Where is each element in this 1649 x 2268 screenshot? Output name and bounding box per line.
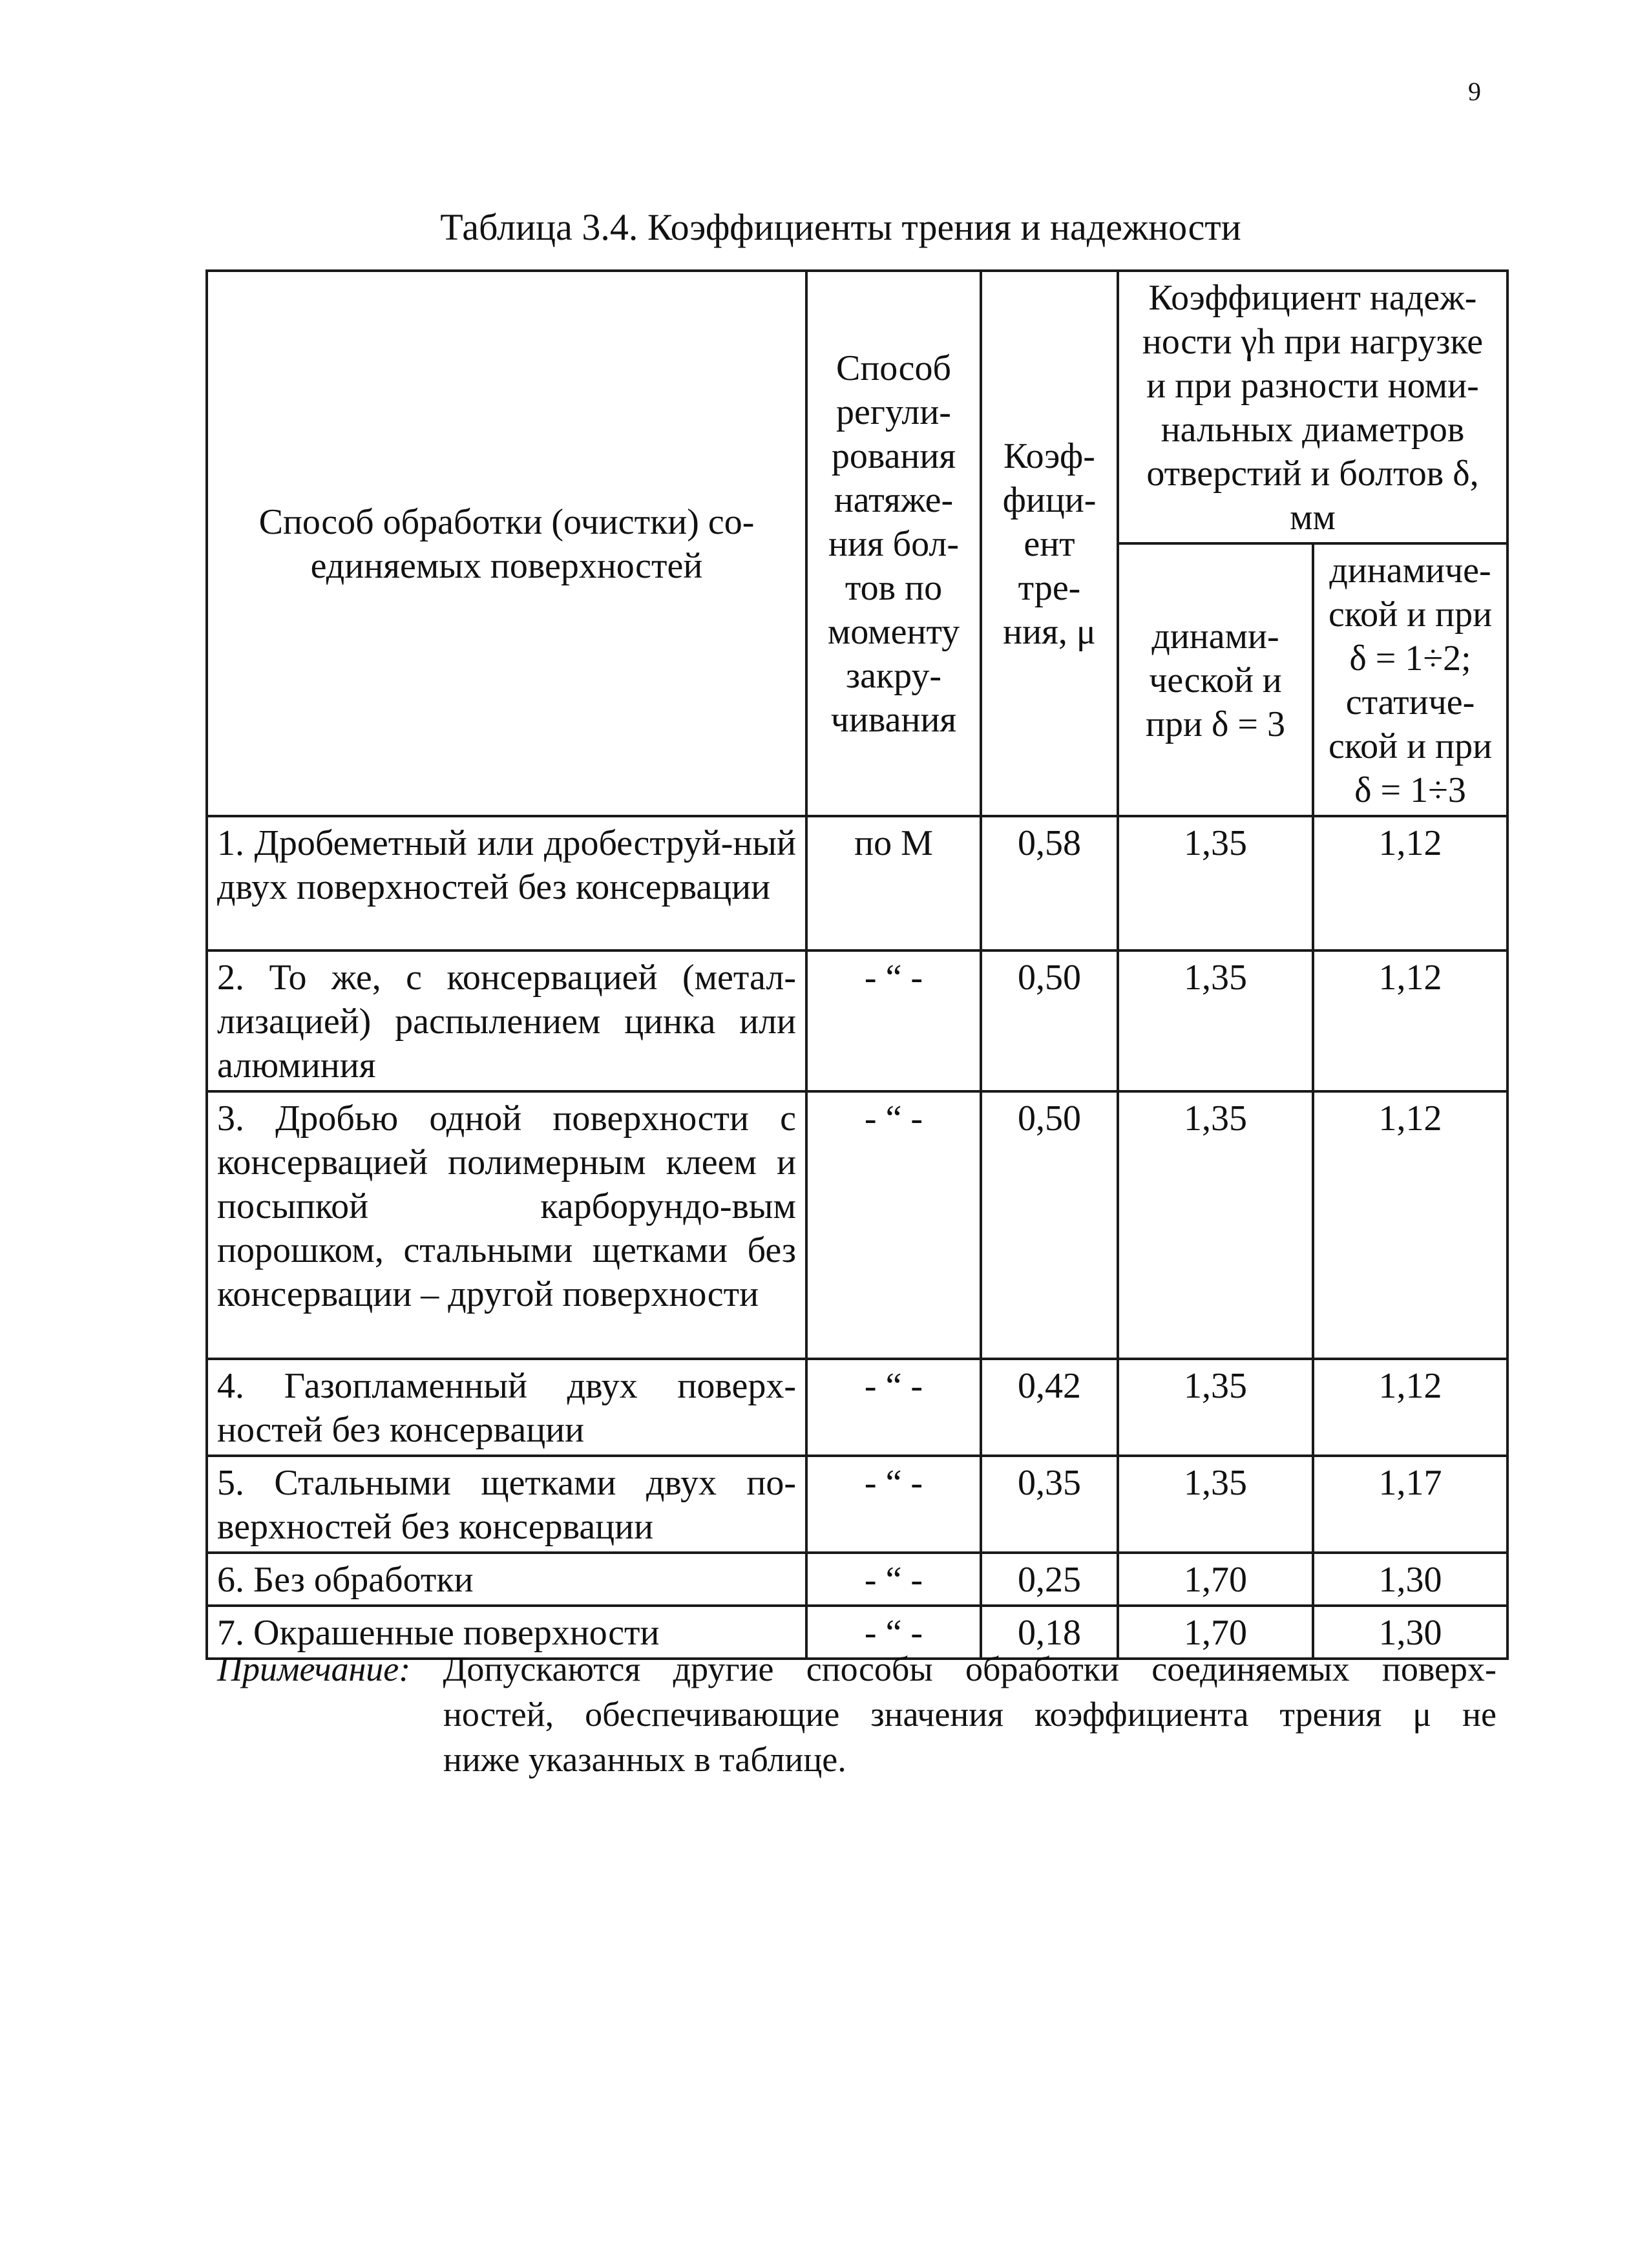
row-treatment: 7. Окрашенные поверхности [207,1606,806,1659]
row-method: - “ - [806,950,981,1091]
row-gamma-dynamic: 1,35 [1118,950,1313,1091]
page-number: 9 [1468,77,1481,106]
row-method: - “ - [806,1606,981,1659]
row-gamma-dynamic: 1,70 [1118,1606,1313,1659]
table-row [207,816,1507,950]
row-gamma-dynamic: 1,35 [1118,1091,1313,1359]
row-gamma-dynamic: 1,35 [1118,1359,1313,1456]
header-row [207,271,1507,543]
row-mu: 0,42 [981,1359,1118,1456]
note-first-line [217,1646,1497,1692]
header-reliability-mixed: динамиче-ской и при δ = 1÷2; статиче-ской и при δ = 1÷3 [1313,543,1507,816]
row-gamma-mixed: 1,30 [1313,1606,1507,1659]
row-treatment: 3. Дробью одной поверхности с консервацией полимерным клеем и посыпкой карборундо-вым порошком, стальными щетками без консервации – другой поверхности [207,1091,806,1359]
note-text-line-2: ностей, обеспечивающие значения коэффициента трения μ не [443,1695,1497,1734]
row-gamma-mixed: 1,12 [1313,1359,1507,1456]
note-text-line-3: ниже указанных в таблице. [443,1740,846,1779]
table-row [207,1091,1507,1359]
row-treatment: 1. Дробеметный или дробеструй-ный двух поверхностей без консервации [207,816,806,950]
row-gamma-mixed: 1,30 [1313,1553,1507,1606]
header-treatment: Способ обработки (очистки) со-единяемых поверхностей [207,271,806,816]
row-treatment: 5. Стальными щетками двух по-верхностей без консервации [207,1456,806,1553]
friction-reliability-table [205,269,1509,1660]
row-mu: 0,35 [981,1456,1118,1553]
table-row [207,1553,1507,1606]
row-mu: 0,50 [981,1091,1118,1359]
row-treatment: 2. То же, с консервацией (метал-лизацией) распылением цинка или алюминия [207,950,806,1091]
table-note [217,1646,1497,1782]
row-gamma-mixed: 1,12 [1313,816,1507,950]
row-mu: 0,18 [981,1606,1118,1659]
header-reliability-group: Коэффициент надеж-ности γh при нагрузке и при разности номи-нальных диаметров отверстий и болтов δ, мм [1118,271,1507,543]
row-mu: 0,25 [981,1553,1118,1606]
row-method: - “ - [806,1359,981,1456]
header-friction-coef: Коэф-фици-ент тре-ния, μ [981,271,1118,816]
table-caption: Таблица 3.4. Коэффициенты трения и надежности [440,206,1241,248]
row-gamma-mixed: 1,12 [1313,950,1507,1091]
row-mu: 0,50 [981,950,1118,1091]
table-row [207,950,1507,1091]
row-gamma-dynamic: 1,70 [1118,1553,1313,1606]
note-label: Примечание: [217,1650,411,1688]
table-row [207,1359,1507,1456]
row-mu: 0,58 [981,816,1118,950]
row-method: - “ - [806,1553,981,1606]
row-method: - “ - [806,1456,981,1553]
row-gamma-dynamic: 1,35 [1118,1456,1313,1553]
row-gamma-mixed: 1,17 [1313,1456,1507,1553]
row-method: по М [806,816,981,950]
row-treatment: 6. Без обработки [207,1553,806,1606]
header-tension-method: Способ регули-рования натяже-ния бол-тов по моменту закру-чивания [806,271,981,816]
header-reliability-dynamic: динами-ческой и при δ = 3 [1118,543,1313,816]
table-row [207,1456,1507,1553]
row-method: - “ - [806,1091,981,1359]
row-treatment: 4. Газопламенный двух поверх-ностей без консервации [207,1359,806,1456]
note-text-line-1: Допускаются другие способы обработки соединяемых поверх- [443,1650,1497,1688]
row-gamma-dynamic: 1,35 [1118,816,1313,950]
row-gamma-mixed: 1,12 [1313,1091,1507,1359]
